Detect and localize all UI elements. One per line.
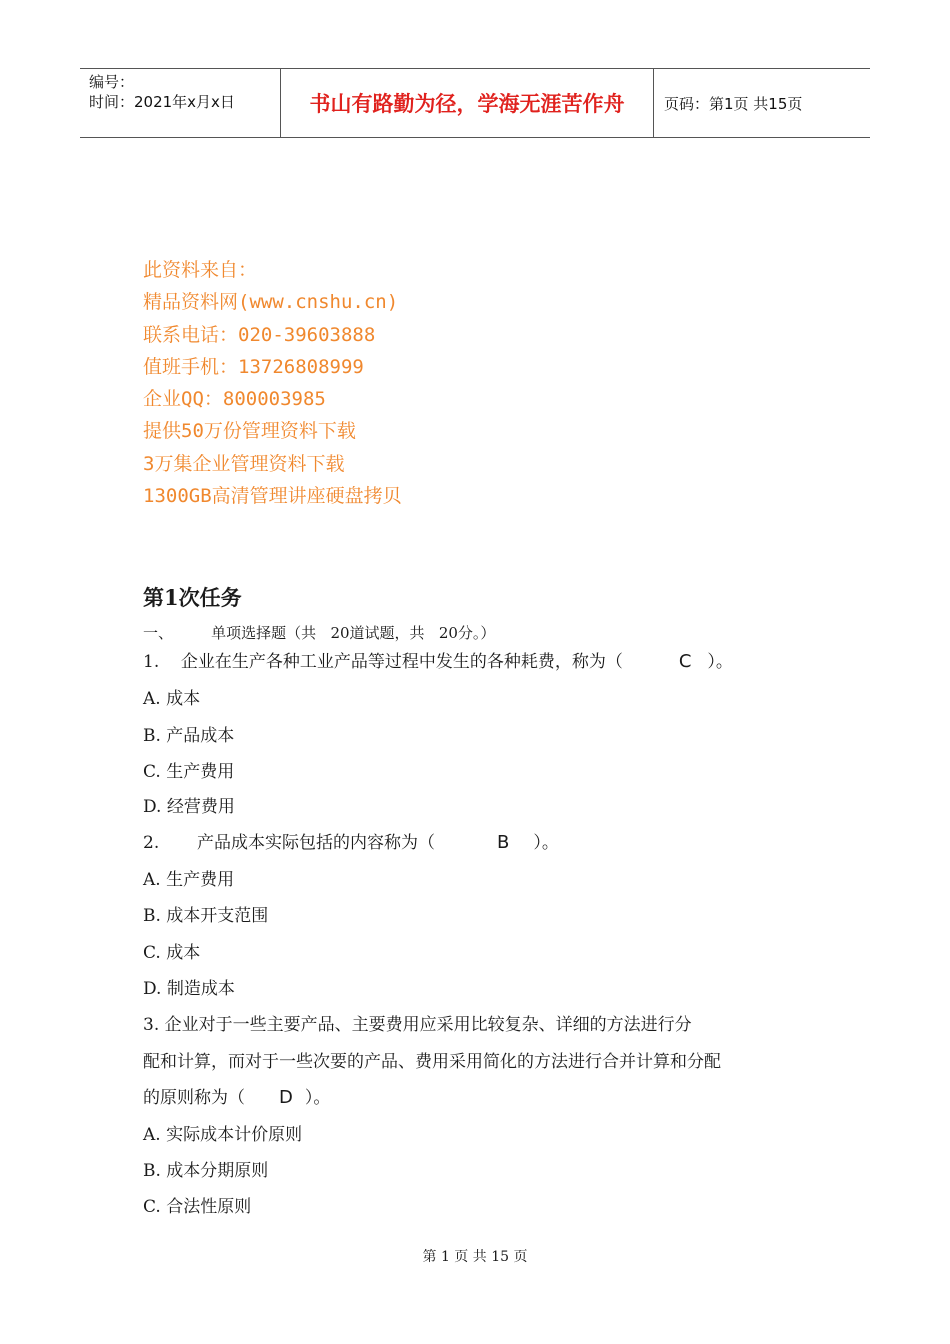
question-3-stem-line: 配和计算，而对于一些次要的产品、费用采用简化的方法进行合并计算和分配 bbox=[143, 1052, 721, 1072]
source-info-block bbox=[143, 254, 402, 512]
question-3-stem-line: 3. 企业对于一些主要产品、主要费用应采用比较复杂、详细的方法进行分 bbox=[143, 1015, 692, 1035]
question-1-option: B. 产品成本 bbox=[143, 726, 235, 746]
page-footer: 第 1 页 共 15 页 bbox=[422, 1249, 528, 1265]
question-1-option: D. 经营费用 bbox=[143, 797, 235, 817]
page-header bbox=[80, 68, 870, 138]
question-2-option: A. 生产费用 bbox=[143, 870, 235, 890]
question-3-option: C. 合法性原则 bbox=[143, 1197, 252, 1217]
source-line: 此资料来自： bbox=[143, 259, 258, 281]
source-line: 值班手机：13726808999 bbox=[143, 355, 364, 378]
source-line: 企业QQ：800003985 bbox=[143, 388, 326, 411]
source-line: 精品资料网(www.cnshu.cn) bbox=[143, 291, 399, 314]
question-2-option: B. 成本开支范围 bbox=[143, 906, 269, 926]
header-time-label: 时间：2021年x月x日 bbox=[89, 93, 235, 111]
question-2-option: C. 成本 bbox=[143, 943, 201, 963]
source-line: 提供50万份管理资料下载 bbox=[143, 420, 356, 443]
source-line: 1300GB高清管理讲座硬盘拷贝 bbox=[143, 485, 402, 508]
question-2-option: D. 制造成本 bbox=[143, 979, 235, 999]
header-page-label: 页码：第1页 共15页 bbox=[664, 94, 803, 113]
question-1-answer: C bbox=[678, 651, 692, 672]
question-3-answer: D bbox=[279, 1087, 293, 1108]
task-title: 第1次任务 bbox=[143, 585, 242, 610]
section-heading: 一、 单项选择题（共 20道试题，共 20分。） bbox=[143, 624, 496, 642]
question-1-stem: 1. 企业在生产各种工业产品等过程中发生的各种耗费，称为（ C ）。 bbox=[143, 651, 733, 672]
question-3-option: A. 实际成本计价原则 bbox=[143, 1125, 303, 1145]
question-3-stem-line: 的原则称为（ D ）。 bbox=[143, 1087, 331, 1108]
header-number-label: 编号： bbox=[89, 73, 135, 91]
question-3-option: B. 成本分期原则 bbox=[143, 1161, 269, 1181]
source-line: 3万集企业管理资料下载 bbox=[143, 452, 345, 475]
source-line: 联系电话：020-39603888 bbox=[143, 323, 376, 346]
question-1-option: C. 生产费用 bbox=[143, 762, 235, 782]
question-2-stem: 2. 产品成本实际包括的内容称为（ B ）。 bbox=[143, 832, 559, 853]
question-2-answer: B bbox=[497, 832, 510, 853]
header-motto: 书山有路勤为径，学海无涯苦作舟 bbox=[281, 69, 654, 137]
header-meta bbox=[80, 69, 281, 137]
question-1-option: A. 成本 bbox=[143, 689, 201, 709]
